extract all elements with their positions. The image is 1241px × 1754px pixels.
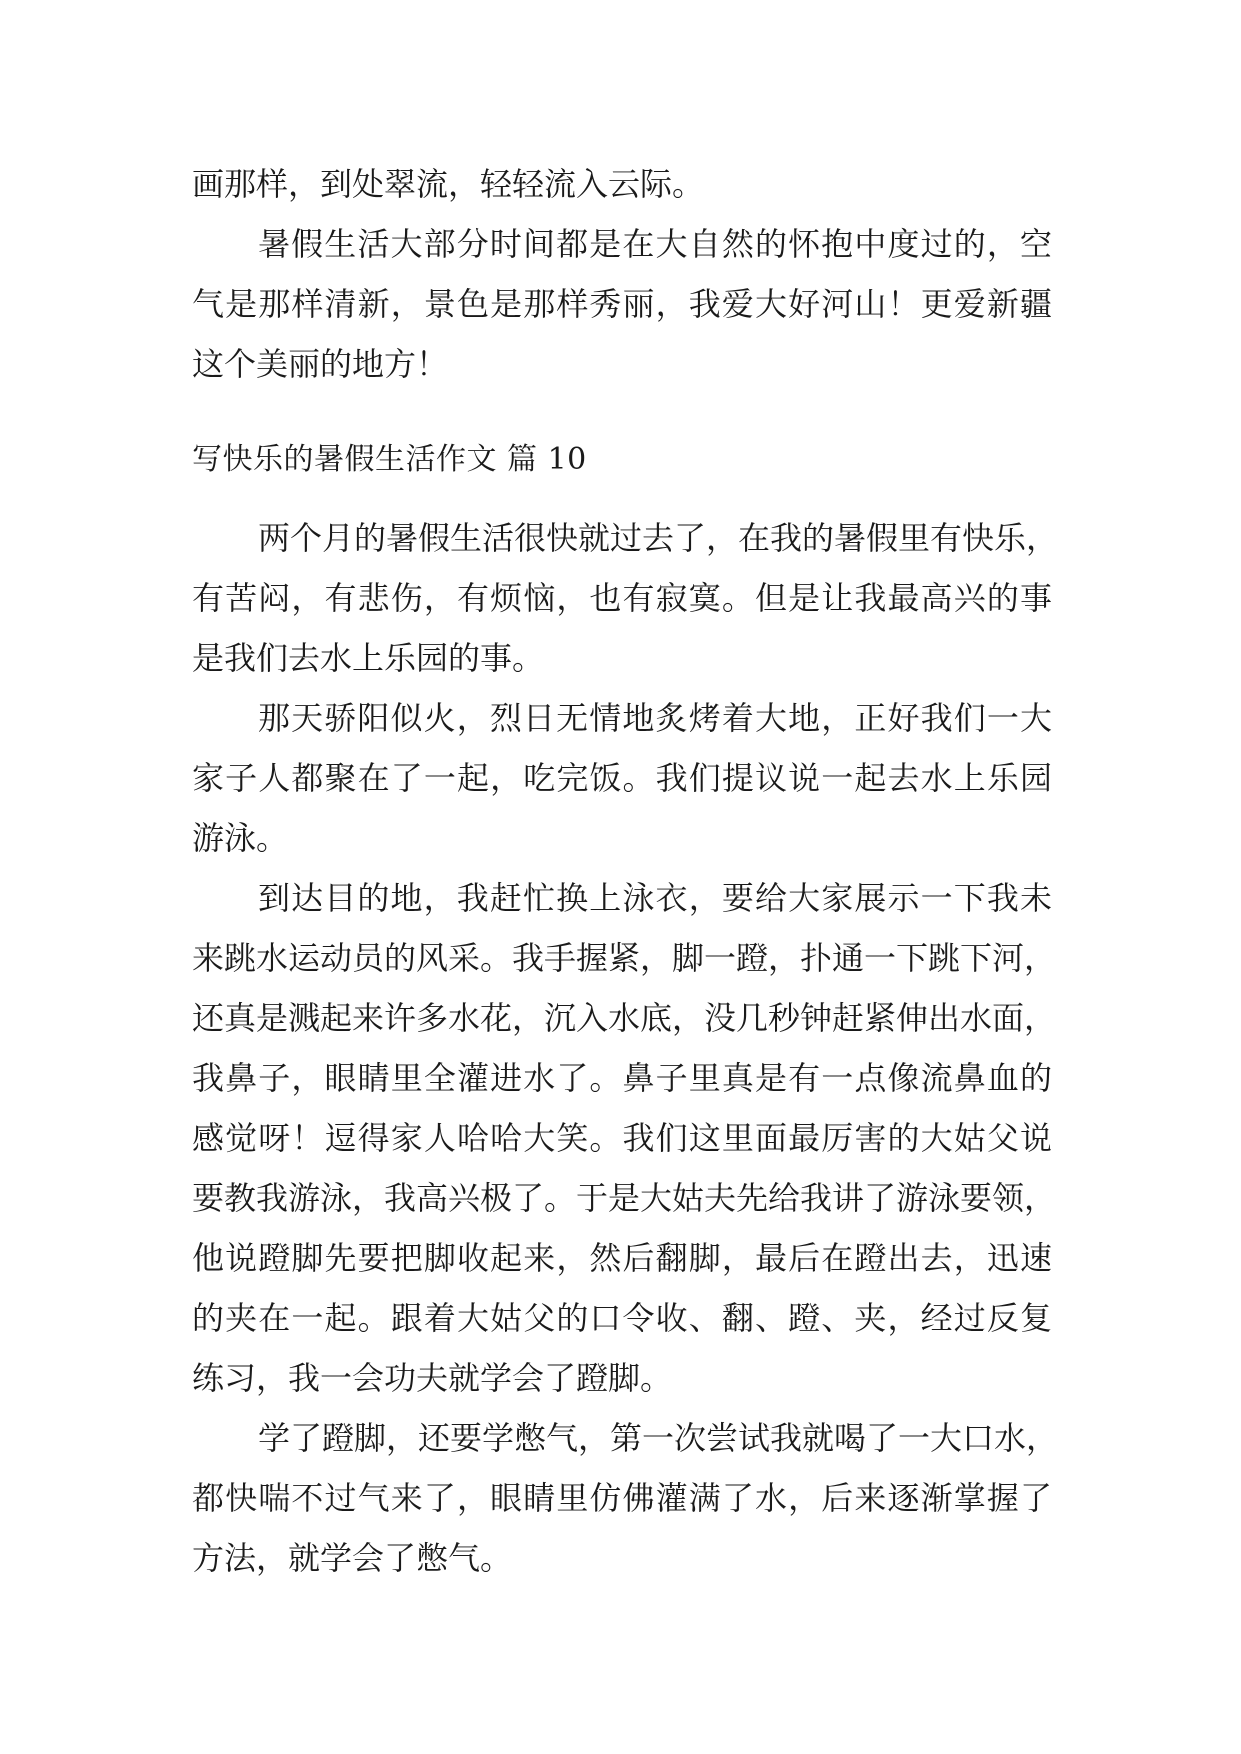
- paragraph-line: 的夹在一起。跟着大姑父的口令收、翻、蹬、夹，经过反复: [192, 1299, 1052, 1337]
- paragraph-line: 到达目的地，我赶忙换上泳衣，要给大家展示一下我未: [258, 879, 1052, 917]
- paragraph-line: 游泳。: [192, 819, 289, 857]
- section-heading: 写快乐的暑假生活作文 篇 10: [192, 442, 587, 477]
- paragraph-line: 方法，就学会了憋气。: [192, 1539, 513, 1577]
- paragraph-line: 他说蹬脚先要把脚收起来，然后翻脚，最后在蹬出去，迅速: [192, 1239, 1052, 1277]
- paragraph-line: 那天骄阳似火，烈日无情地炙烤着大地，正好我们一大: [258, 699, 1052, 737]
- text-block-top: [192, 154, 1052, 394]
- section-heading-block: [192, 430, 1052, 490]
- paragraph-line: 学了蹬脚，还要学憋气，第一次尝试我就喝了一大口水，: [258, 1419, 1059, 1457]
- paragraph-line: 还真是溅起来许多水花，沉入水底，没几秒钟赶紧伸出水面，: [192, 999, 1057, 1037]
- paragraph-line: 是我们去水上乐园的事。: [192, 639, 545, 677]
- paragraph-line: 有苦闷，有悲伤，有烦恼，也有寂寞。但是让我最高兴的事: [192, 579, 1052, 617]
- paragraph-line: 气是那样清新，景色是那样秀丽，我爱大好河山！更爱新疆: [192, 285, 1052, 323]
- paragraph-line: 家子人都聚在了一起，吃完饭。我们提议说一起去水上乐园: [192, 759, 1052, 797]
- text-block-main: [192, 508, 1059, 1588]
- paragraph-line: 练习，我一会功夫就学会了蹬脚。: [192, 1359, 673, 1397]
- paragraph-line: 要教我游泳，我高兴极了。于是大姑夫先给我讲了游泳要领，: [192, 1179, 1057, 1217]
- paragraph-line: 感觉呀！逗得家人哈哈大笑。我们这里面最厉害的大姑父说: [192, 1119, 1052, 1157]
- paragraph-line: 来跳水运动员的风采。我手握紧，脚一蹬，扑通一下跳下河，: [192, 939, 1057, 977]
- paragraph-line: 画那样，到处翠流，轻轻流入云际。: [192, 165, 705, 203]
- paragraph-line: 我鼻子，眼睛里全灌进水了。鼻子里真是有一点像流鼻血的: [192, 1059, 1052, 1097]
- paragraph-line: 暑假生活大部分时间都是在大自然的怀抱中度过的，空: [258, 225, 1052, 263]
- paragraph-line: 都快喘不过气来了，眼睛里仿佛灌满了水，后来逐渐掌握了: [192, 1479, 1052, 1517]
- paragraph-line: 这个美丽的地方！: [192, 345, 449, 383]
- paragraph-line: 两个月的暑假生活很快就过去了，在我的暑假里有快乐，: [258, 519, 1059, 557]
